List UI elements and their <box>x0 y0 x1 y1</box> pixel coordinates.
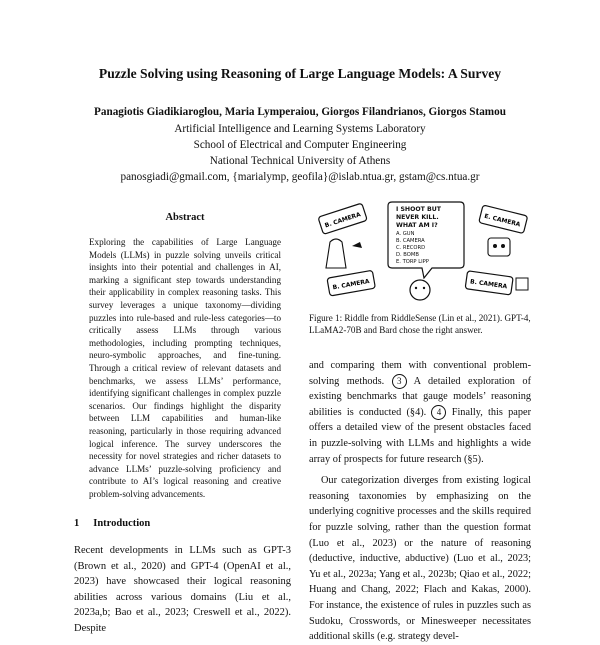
figure-caption: Figure 1: Riddle from RiddleSense (Lin et al., 2021). GPT-4, LLaMA2-70B and Bard chose the right answer. <box>309 313 531 336</box>
p1-mid: A detailed exploration of existing benchmarks that gauge models’ reasoning abilities is conducted (§4). <box>309 375 531 418</box>
right-column-text <box>309 358 531 645</box>
paragraph-2: Our categorization diverges from existing logical reasoning taxonomies by emphasizing on the underlying cognitive processes and the skills required for puzzle solving, rather than the question format (Luo et al., 2023) or the nature of reasoning (deductive, inductive, abductive) (Luo et al., 2023; Yu et al., 2023a; Yang et al., 2023b; Qiao et al., 2022; Huang and Chang, 2022; Flach and Kakas, 2000). For instance, the existence of rules in puzzles such as Sudoku, Crosswords, or Minesweeper necessitates additional skills (e.g. strategy devel- <box>309 475 531 643</box>
paper-title: Puzzle Solving using Reasoning of Large Language Models: A Survey <box>98 66 502 81</box>
robot-eye-left <box>493 244 497 248</box>
author-emails: panosgiadi@gmail.com, {marialymp, geofila}@islab.ntua.gr, gstam@cs.ntua.gr <box>120 171 480 183</box>
affiliation-school: School of Electrical and Computer Engineering <box>193 139 407 151</box>
section-title: Introduction <box>93 518 151 529</box>
answer-label-2: E. CAMERA <box>483 212 522 229</box>
abstract-text: Exploring the capabilities of Large Language Models (LLMs) in puzzle solving unveils critical insights into their potential and challenges in AI, marking a significant step towards understanding their applicability in complex reasoning tasks. This survey leverages a unique taxonomy—dividing puzzles into rule-based and rule-less categories—to critically assess LLMs through various methodologies, including prompting techniques, neuro-symbolic approaches, and fine-tuning. Through a critical review of relevant datasets and benchmarks, we assess LLMs’ performance, identifying significant challenges in complex puzzle scenarios. Our findings highlight the disparity between LLM capabilities and human-like reasoning, particularly in those requiring advanced logical inference. The survey underscores the necessity for novel strategies and richer datasets to advance LLMs’ puzzle-solving proficiency and contribute to AI’s logical reasoning and creative problem-solving advancements. <box>89 237 281 499</box>
spark-icon <box>352 242 362 248</box>
person-eye-right <box>423 287 425 289</box>
abstract-heading: Abstract <box>165 212 205 223</box>
llama-body <box>326 239 346 268</box>
affiliation-university: National Technical University of Athens <box>209 155 391 167</box>
p1-start: and comparing them with conventional problem-solving methods. <box>309 360 531 387</box>
chip-icon <box>516 278 528 290</box>
p1-end: Finally, this paper offers a detailed view of the present obstacles faced in puzzle-solving with LLMs and highlights a wide array of prospects for future research (§5). <box>309 406 532 465</box>
person-head <box>410 280 430 300</box>
riddle-line-2: NEVER KILL. <box>396 214 439 221</box>
robot-eye-right <box>501 244 505 248</box>
riddle-option-a: A. GUN <box>396 231 415 237</box>
paragraph-1 <box>309 358 531 467</box>
introduction-text: Recent developments in LLMs such as GPT-3 (Brown et al., 2020) and GPT-4 (OpenAI et al., 2023) have showcased their logical reasoning abilities across various domains (Liu et al., 2023a,b; Bao et al., 2023; Creswell et al., 2022). Despite <box>74 545 291 634</box>
riddle-figure <box>312 198 532 306</box>
section-heading <box>74 518 150 529</box>
affiliation-lab: Artificial Intelligence and Learning Systems Laboratory <box>174 123 426 135</box>
author-list: Panagiotis Giadikiaroglou, Maria Lymperaiou, Giorgos Filandrianos, Giorgos Stamou <box>94 106 506 118</box>
answer-label-4: B. CAMERA <box>469 278 508 291</box>
person-eye-left <box>415 287 417 289</box>
riddle-option-e: E. TORP LIPP <box>396 259 429 265</box>
robot-head <box>488 238 510 256</box>
marker-3: 3 <box>392 374 407 389</box>
answer-label-3: B. CAMERA <box>332 278 371 292</box>
riddle-line-3: WHAT AM I? <box>396 222 438 229</box>
riddle-option-d: D. BOMB <box>396 252 419 258</box>
riddle-line-1: I SHOOT BUT <box>396 206 441 213</box>
section-number: 1 <box>74 518 80 529</box>
riddle-option-b: B. CAMERA <box>396 238 425 244</box>
riddle-illustration <box>312 198 532 306</box>
riddle-option-c: C. RECORD <box>396 245 426 251</box>
answer-label-1: B. CAMERA <box>323 211 362 230</box>
marker-4: 4 <box>431 405 446 420</box>
